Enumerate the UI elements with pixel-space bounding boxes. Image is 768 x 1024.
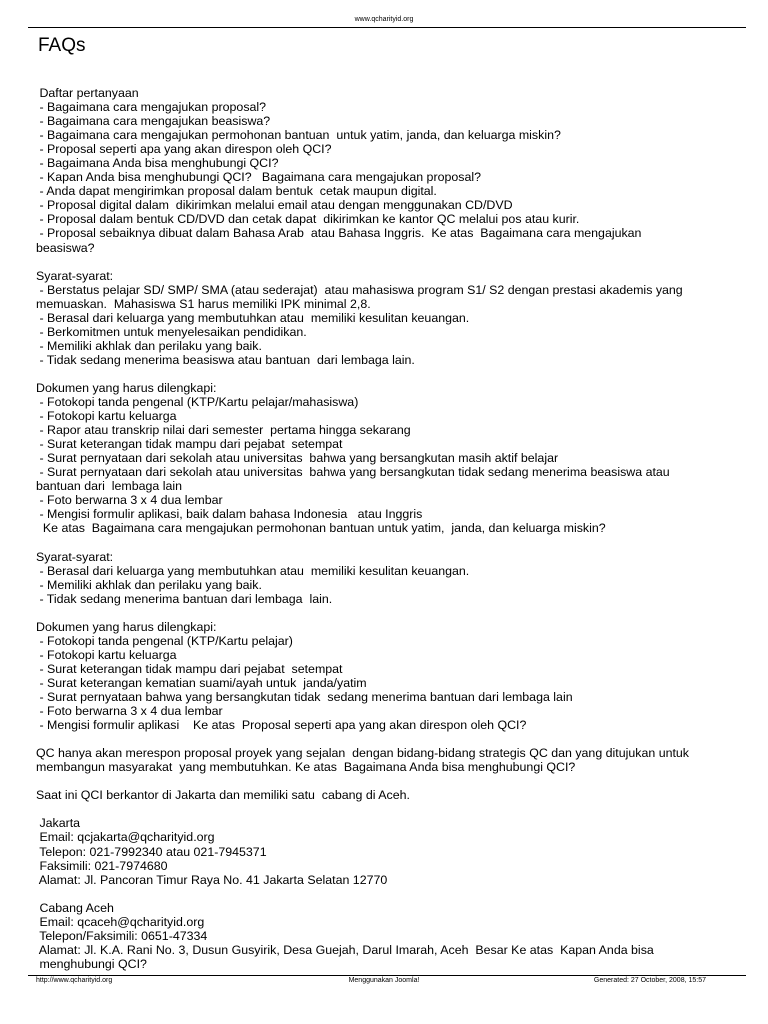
text-line: - Proposal seperti apa yang akan direspon oleh QCI? <box>36 142 332 157</box>
text-line: memuaskan. Mahasiswa S1 harus memiliki IPK minimal 2,8. <box>36 296 371 311</box>
text-line: Telepon: 021-7992340 atau 021-7945371 <box>36 844 267 859</box>
text-line: - Bagaimana cara mengajukan proposal? <box>36 100 267 115</box>
text-line: membangun masyarakat yang membutuhkan. Ke atas Bagaimana Anda bisa menghubungi QCI? <box>36 760 576 775</box>
text-line: Saat ini QCI berkantor di Jakarta dan memiliki satu cabang di Aceh. <box>36 788 410 803</box>
text-line: - Anda dapat mengirimkan proposal dalam bentuk cetak maupun digital. <box>36 184 437 199</box>
text-line: - Bagaimana cara mengajukan permohonan bantuan untuk yatim, janda, dan keluarga miskin? <box>36 128 561 143</box>
text-line: QC hanya akan merespon proposal proyek yang sejalan dengan bidang-bidang strategis QC dan yang ditujukan untuk <box>36 746 690 761</box>
top-divider <box>28 27 746 28</box>
text-line: - Surat pernyataan bahwa yang bersangkutan tidak sedang menerima bantuan dari lembaga lain <box>36 690 573 705</box>
footer-url[interactable]: http://www.qcharityid.org <box>36 977 113 984</box>
blank-line <box>36 606 748 620</box>
text-line: - Berasal dari keluarga yang membutuhkan atau memiliki kesulitan keuangan. <box>36 310 470 325</box>
faq-content <box>36 86 748 971</box>
text-line: Syarat-syarat: <box>36 549 114 564</box>
text-line: - Proposal dalam bentuk CD/DVD dan cetak dapat dikirimkan ke kantor QC melalui pos atau kurir. <box>36 212 580 227</box>
text-line: - Fotokopi tanda pengenal (KTP/Kartu pelajar/mahasiswa) <box>36 395 359 410</box>
text-line: - Surat pernyataan dari sekolah atau universitas bahwa yang bersangkutan tidak sedang menerima beasiswa atau <box>36 465 670 480</box>
text-line: - Fotokopi tanda pengenal (KTP/Kartu pelajar) <box>36 633 293 648</box>
page-footer <box>0 976 768 986</box>
text-line: - Mengisi formulir aplikasi, baik dalam bahasa Indonesia atau Inggris <box>36 507 423 522</box>
text-line: Cabang Aceh <box>36 900 114 915</box>
text-line: - Foto berwarna 3 x 4 dua lembar <box>36 704 223 719</box>
text-line: Daftar pertanyaan <box>36 86 139 100</box>
text-line: - Kapan Anda bisa menghubungi QCI? Bagaimana cara mengajukan proposal? <box>36 170 481 185</box>
text-line: - Fotokopi kartu keluarga <box>36 409 177 424</box>
text-line: Syarat-syarat: <box>36 268 114 283</box>
text-line: - Memiliki akhlak dan perilaku yang baik. <box>36 577 262 592</box>
text-line: - Berkomitmen untuk menyelesaikan pendidikan. <box>36 324 307 339</box>
blank-line <box>36 732 748 746</box>
blank-line <box>36 255 748 269</box>
text-line: - Surat keterangan tidak mampu dari pejabat setempat <box>36 437 343 452</box>
text-line: - Tidak sedang menerima beasiswa atau bantuan dari lembaga lain. <box>36 352 415 367</box>
text-line: Dokumen yang harus dilengkapi: <box>36 380 217 395</box>
text-line: - Foto berwarna 3 x 4 dua lembar <box>36 493 223 508</box>
text-line: - Rapor atau transkrip nilai dari semester pertama hingga sekarang <box>36 423 411 438</box>
blank-line <box>36 774 748 788</box>
text-line: Email: qcjakarta@qcharityid.org <box>36 830 215 845</box>
text-line: - Fotokopi kartu keluarga <box>36 647 177 662</box>
text-line: - Surat pernyataan dari sekolah atau universitas bahwa yang bersangkutan masih aktif belajar <box>36 451 559 466</box>
text-line: Alamat: Jl. K.A. Rani No. 3, Dusun Gusyirik, Desa Guejah, Darul Imarah, Aceh Besar Ke atas Kapan Anda bisa <box>36 942 654 957</box>
text-line: Telepon/Faksimili: 0651-47334 <box>36 928 208 943</box>
text-line: - Memiliki akhlak dan perilaku yang baik. <box>36 338 262 353</box>
text-line: - Tidak sedang menerima bantuan dari lembaga lain. <box>36 591 333 606</box>
text-line: Alamat: Jl. Pancoran Timur Raya No. 41 Jakarta Selatan 12770 <box>36 872 388 887</box>
text-line: - Surat keterangan kematian suami/ayah untuk janda/yatim <box>36 675 367 690</box>
blank-line <box>36 887 748 901</box>
blank-line <box>36 367 748 381</box>
blank-line <box>36 536 748 550</box>
page-title: FAQs <box>38 35 86 56</box>
blank-line <box>36 802 748 816</box>
text-line: menghubungi QCI? <box>36 956 147 971</box>
text-line: - Mengisi formulir aplikasi Ke atas Proposal seperti apa yang akan direspon oleh QCI? <box>36 718 527 733</box>
text-line: Email: qcaceh@qcharityid.org <box>36 914 205 929</box>
text-line: - Bagaimana Anda bisa menghubungi QCI? <box>36 156 279 171</box>
text-line: Ke atas Bagaimana cara mengajukan permohonan bantuan untuk yatim, janda, dan keluarga miskin? <box>36 521 606 536</box>
text-line: bantuan dari lembaga lain <box>36 479 183 494</box>
footer-generated-date: Generated: 27 October, 2008, 15:57 <box>593 977 706 984</box>
text-line: beasiswa? <box>36 240 95 255</box>
text-line: - Bagaimana cara mengajukan beasiswa? <box>36 114 271 129</box>
text-line: - Berasal dari keluarga yang membutuhkan atau memiliki kesulitan keuangan. <box>36 563 470 578</box>
text-line: Jakarta <box>36 816 81 831</box>
footer-powered-by: Menggunakan Joomla! <box>348 977 420 984</box>
text-line: - Berstatus pelajar SD/ SMP/ SMA (atau sederajat) atau mahasiswa program S1/ S2 dengan prestasi akademis yang <box>36 282 683 297</box>
text-line: - Proposal sebaiknya dibuat dalam Bahasa Arab atau Bahasa Inggris. Ke atas Bagaimana cara mengajukan <box>36 226 642 241</box>
text-line: - Proposal digital dalam dikirimkan melalui email atau dengan menggunakan CD/DVD <box>36 198 513 213</box>
text-line: Dokumen yang harus dilengkapi: <box>36 619 217 634</box>
header-url: www.qcharityid.org <box>354 16 414 23</box>
text-line: - Surat keterangan tidak mampu dari pejabat setempat <box>36 661 343 676</box>
text-line: Faksimili: 021-7974680 <box>36 858 168 873</box>
